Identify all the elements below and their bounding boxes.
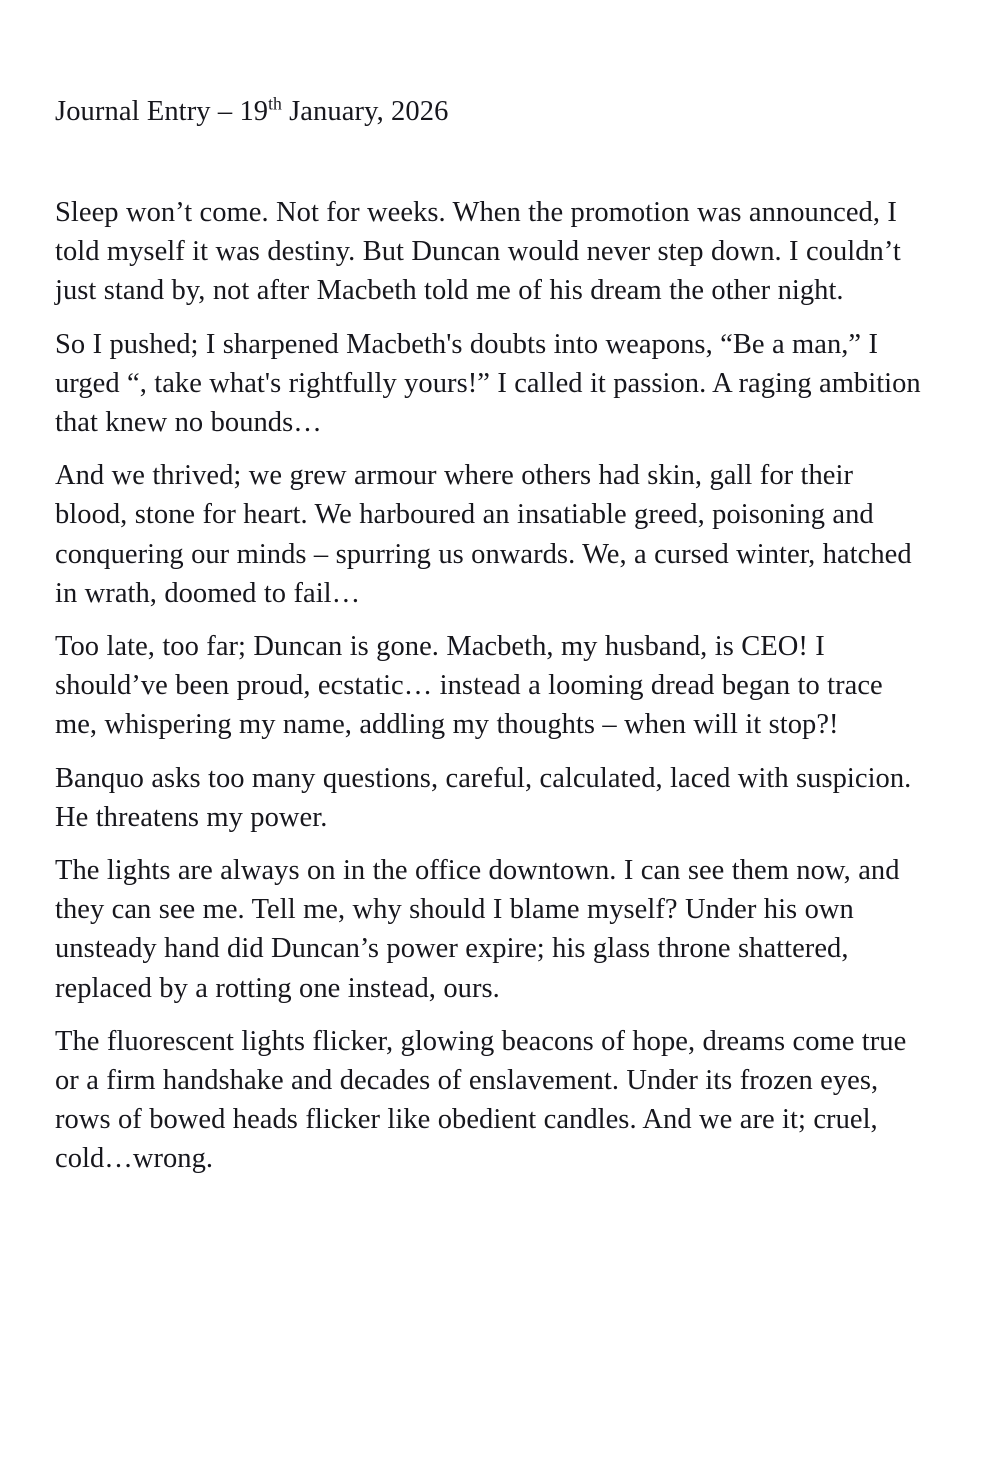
paragraph: The fluorescent lights flicker, glowing beacons of hope, dreams come true or a firm handshake and decades of enslavement. Under its frozen eyes, rows of bowed heads flicker like obedient candles. And we are it; cruel, cold…wrong. [55, 1025, 907, 1175]
page-title [55, 0, 923, 131]
page-title-prefix: Journal Entry – 19 [55, 96, 269, 127]
paragraph: Sleep won’t come. Not for weeks. When the promotion was announced, I told myself it was destiny. But Duncan would never step down. I couldn’t just stand by, not after Macbeth told me of his dream the other night. [55, 197, 901, 307]
paragraph: Too late, too far; Duncan is gone. Macbeth, my husband, is CEO! I should’ve been proud, ecstatic… instead a looming dread began to trace me, whispering my name, addling my thoughts – when will it stop?! [55, 631, 883, 741]
paragraph: So I pushed; I sharpened Macbeth's doubts into weapons, “Be a man,” I urged “, take what's rightfully yours!” I called it passion. A raging ambition that knew no bounds… [55, 328, 921, 439]
document-body [55, 0, 923, 1179]
paragraph: Banquo asks too many questions, careful, calculated, laced with suspicion. He threatens my power. [55, 762, 912, 833]
paragraph: The lights are always on in the office downtown. I can see them now, and they can see me. Tell me, why should I blame myself? Under his own unsteady hand did Duncan’s power expire; his glass throne shattered, replaced by a rotting one instead, ours. [55, 855, 900, 1004]
page-title-ordinal-suffix: th [268, 93, 282, 114]
page-title-suffix: January, 2026 [281, 96, 449, 127]
paragraph: And we thrived; we grew armour where others had skin, gall for their blood, stone for heart. We harboured an insatiable greed, poisoning and conquering our minds – spurring us onwards. We, a cursed winter, hatched in wrath, doomed to fail… [55, 460, 912, 609]
journal-text-block [55, 193, 923, 1179]
